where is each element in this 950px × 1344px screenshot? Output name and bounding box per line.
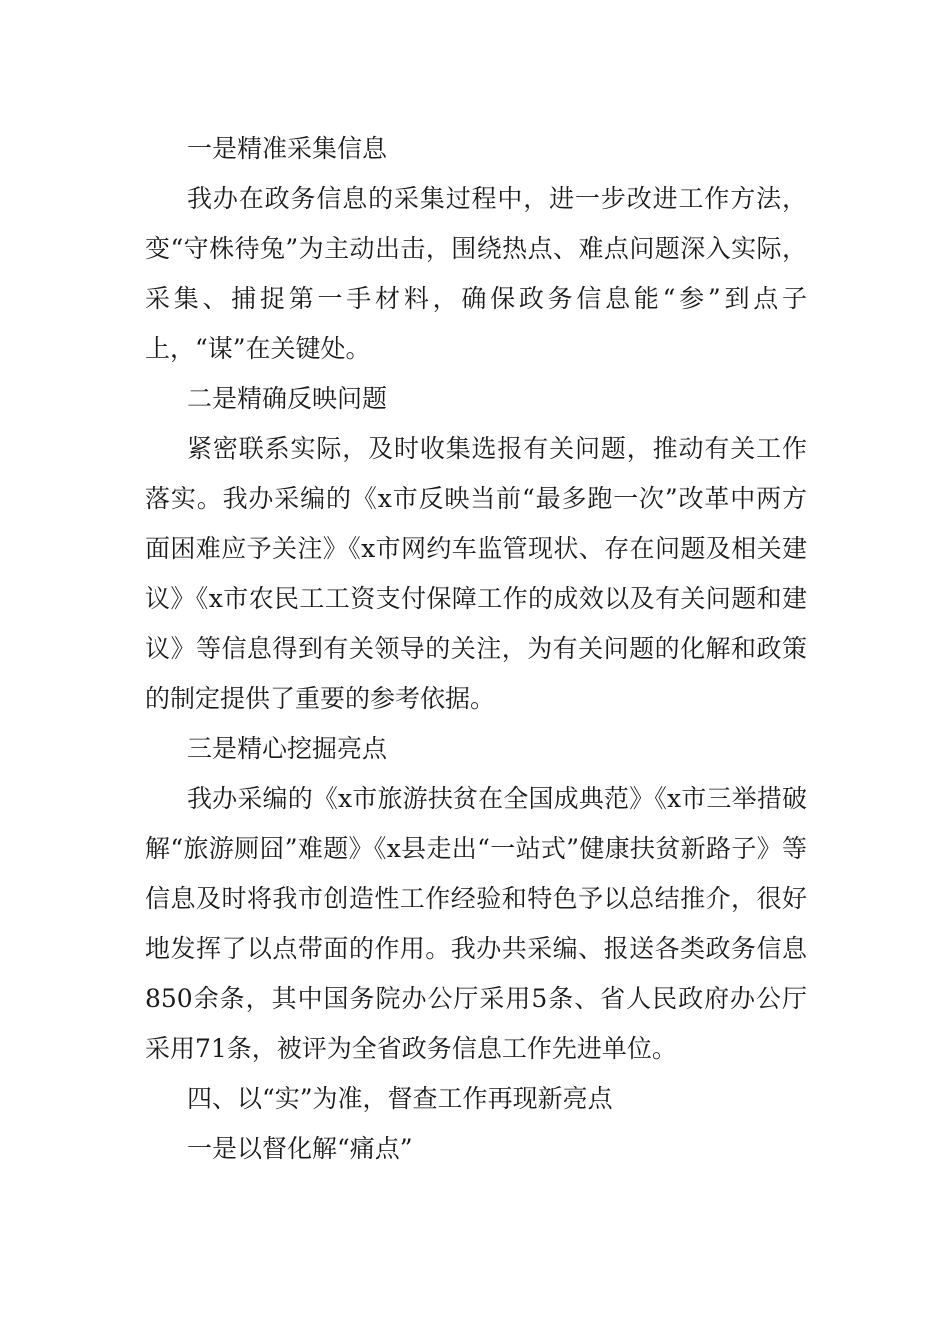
section-highlights bbox=[145, 724, 807, 1074]
document-page bbox=[145, 124, 807, 1174]
section-paragraph: 我办采编的《x市旅游扶贫在全国成典范》《x市三举措破解“旅游厕囧”难题》《x县走出“一站式”健康扶贫新路子》等信息及时将我市创造性工作经验和特色予以总结推介，很好地发挥了以点带面的作用。我办共采编、报送各类政务信息850余条，其中国务院办公厅采用5条、省人民政府办公厅采用71条，被评为全省政务信息工作先进单位。 bbox=[145, 784, 807, 1063]
section-heading: 二是精确反映问题 bbox=[187, 384, 388, 413]
chapter-heading: 四、以“实”为准，督查工作再现新亮点 bbox=[187, 1084, 613, 1113]
section-collect-info bbox=[145, 124, 807, 374]
section-paragraph: 我办在政务信息的采集过程中，进一步改进工作方法，变“守株待兔”为主动出击，围绕热点、难点问题深入实际，采集、捕捉第一手材料，确保政务信息能“参”到点子上，“谋”在关键处。 bbox=[145, 184, 807, 363]
section-paragraph: 紧密联系实际，及时收集选报有关问题，推动有关工作落实。我办采编的《x市反映当前“最多跑一次”改革中两方面困难应予关注》《x市网约车监管现状、存在问题及相关建议》《x市农民工工资支付保障工作的成效以及有关问题和建议》等信息得到有关领导的关注，为有关问题的化解和政策的制定提供了重要的参考依据。 bbox=[145, 434, 807, 713]
section-reflect-issues bbox=[145, 374, 807, 724]
subsection-heading: 一是以督化解“痛点” bbox=[187, 1134, 413, 1163]
section-heading: 一是精准采集信息 bbox=[187, 134, 388, 163]
section-heading: 三是精心挖掘亮点 bbox=[187, 734, 388, 763]
